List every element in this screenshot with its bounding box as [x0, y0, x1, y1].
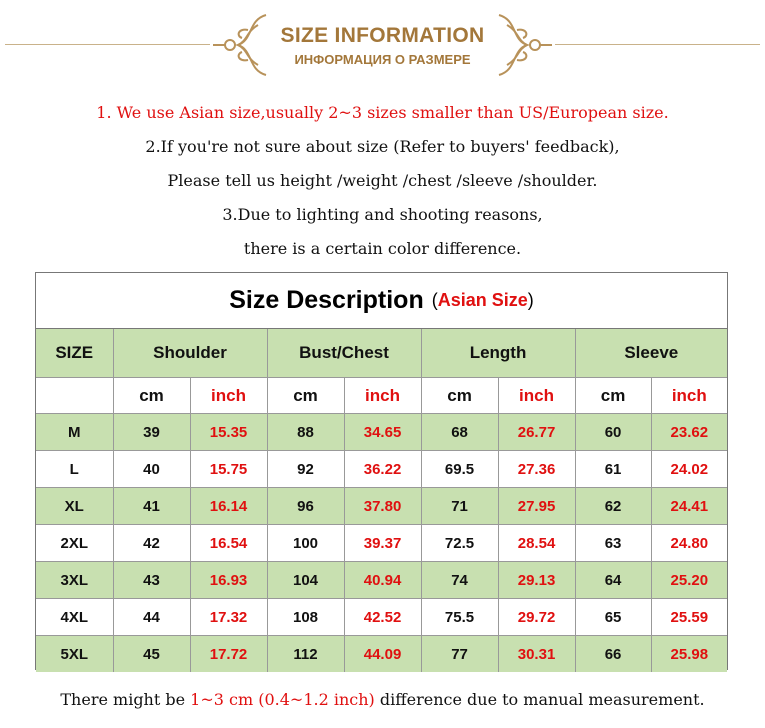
cell-cm: 72.5: [421, 525, 498, 562]
table-title: [36, 273, 727, 329]
header-row: [36, 329, 727, 378]
cell-cm: 60: [575, 414, 651, 451]
cell-inch: 24.80: [651, 525, 727, 562]
footer-tolerance: 1~3 cm (0.4~1.2 inch): [190, 690, 375, 709]
cell-cm: 69.5: [421, 451, 498, 488]
cell-inch: 23.62: [651, 414, 727, 451]
cell-inch: 25.59: [651, 599, 727, 636]
subtitle-close: ): [527, 290, 534, 310]
note-3: Please tell us height /weight /chest /sleeve /shoulder.: [167, 171, 598, 190]
cell-inch: 36.22: [344, 451, 421, 488]
table-subtitle: [432, 290, 534, 311]
header-size: SIZE: [36, 329, 113, 378]
cell-cm: 39: [113, 414, 190, 451]
title-russian: ИНФОРМАЦИЯ О РАЗМЕРЕ: [294, 52, 471, 67]
size-table: [35, 272, 728, 670]
cell-cm: 75.5: [421, 599, 498, 636]
table-row: [36, 599, 727, 636]
cell-cm: 45: [113, 636, 190, 673]
unit-cm: cm: [421, 378, 498, 414]
cell-cm: 66: [575, 636, 651, 673]
table-row: [36, 525, 727, 562]
cell-cm: 77: [421, 636, 498, 673]
unit-inch: inch: [651, 378, 727, 414]
size-grid: [36, 329, 727, 672]
unit-inch: inch: [498, 378, 575, 414]
note-1: 1. We use Asian size,usually 2~3 sizes smaller than US/European size.: [96, 103, 669, 122]
cell-inch: 16.54: [190, 525, 267, 562]
note-4: 3.Due to lighting and shooting reasons,: [222, 205, 543, 224]
cell-cm: 108: [267, 599, 344, 636]
cell-inch: 16.93: [190, 562, 267, 599]
cell-inch: 25.20: [651, 562, 727, 599]
cell-cm: 92: [267, 451, 344, 488]
size-info-header: [0, 0, 765, 90]
cell-inch: 24.41: [651, 488, 727, 525]
cell-cm: 64: [575, 562, 651, 599]
units-row: [36, 378, 727, 414]
cell-cm: 71: [421, 488, 498, 525]
divider-right: [555, 44, 760, 45]
title-english: SIZE INFORMATION: [280, 24, 485, 47]
cell-size: L: [36, 451, 113, 488]
cell-size: 2XL: [36, 525, 113, 562]
note-5: there is a certain color difference.: [243, 239, 522, 258]
cell-inch: 29.13: [498, 562, 575, 599]
cell-inch: 27.36: [498, 451, 575, 488]
unit-inch: inch: [344, 378, 421, 414]
cell-inch: 15.75: [190, 451, 267, 488]
cell-inch: 40.94: [344, 562, 421, 599]
cell-cm: 43: [113, 562, 190, 599]
unit-inch: inch: [190, 378, 267, 414]
cell-cm: 42: [113, 525, 190, 562]
cell-size: M: [36, 414, 113, 451]
divider-left: [5, 44, 210, 45]
cell-cm: 61: [575, 451, 651, 488]
cell-inch: 17.32: [190, 599, 267, 636]
cell-inch: 16.14: [190, 488, 267, 525]
cell-inch: 26.77: [498, 414, 575, 451]
cell-inch: 28.54: [498, 525, 575, 562]
cell-cm: 112: [267, 636, 344, 673]
cell-inch: 29.72: [498, 599, 575, 636]
cell-cm: 44: [113, 599, 190, 636]
table-row: [36, 414, 727, 451]
unit-cm: cm: [113, 378, 190, 414]
table-row: [36, 488, 727, 525]
cell-cm: 96: [267, 488, 344, 525]
table-title-text: Size Description: [229, 286, 424, 314]
cell-cm: 62: [575, 488, 651, 525]
cell-inch: 25.98: [651, 636, 727, 673]
subtitle-asian-size: Asian Size: [437, 290, 528, 310]
subtitle-open: (: [431, 290, 438, 310]
table-row: [36, 636, 727, 673]
unit-cm: cm: [575, 378, 651, 414]
cell-inch: 44.09: [344, 636, 421, 673]
header-bust-chest: Bust/Chest: [267, 329, 421, 378]
cell-cm: 41: [113, 488, 190, 525]
cell-cm: 68: [421, 414, 498, 451]
cell-inch: 39.37: [344, 525, 421, 562]
cell-cm: 100: [267, 525, 344, 562]
note-2: 2.If you're not sure about size (Refer to buyers' feedback),: [145, 137, 620, 156]
cell-inch: 30.31: [498, 636, 575, 673]
cell-cm: 65: [575, 599, 651, 636]
footer-post: difference due to manual measurement.: [374, 690, 705, 709]
cell-size: 5XL: [36, 636, 113, 673]
ornament-left-icon: [208, 10, 268, 80]
cell-size: 3XL: [36, 562, 113, 599]
table-row: [36, 562, 727, 599]
cell-inch: 42.52: [344, 599, 421, 636]
header-sleeve: Sleeve: [575, 329, 727, 378]
cell-inch: 15.35: [190, 414, 267, 451]
cell-inch: 27.95: [498, 488, 575, 525]
cell-cm: 74: [421, 562, 498, 599]
footer-pre: There might be: [60, 690, 191, 709]
cell-inch: 34.65: [344, 414, 421, 451]
header-length: Length: [421, 329, 575, 378]
cell-cm: 63: [575, 525, 651, 562]
cell-inch: 24.02: [651, 451, 727, 488]
cell-cm: 88: [267, 414, 344, 451]
measurement-footer: [0, 690, 765, 709]
cell-size: XL: [36, 488, 113, 525]
cell-inch: 17.72: [190, 636, 267, 673]
table-row: [36, 451, 727, 488]
cell-size: 4XL: [36, 599, 113, 636]
header-shoulder: Shoulder: [113, 329, 267, 378]
unit-cm: cm: [267, 378, 344, 414]
cell-cm: 40: [113, 451, 190, 488]
size-notes: [0, 98, 765, 268]
cell-cm: 104: [267, 562, 344, 599]
ornament-right-icon: [497, 10, 557, 80]
units-blank: [36, 378, 113, 414]
cell-inch: 37.80: [344, 488, 421, 525]
